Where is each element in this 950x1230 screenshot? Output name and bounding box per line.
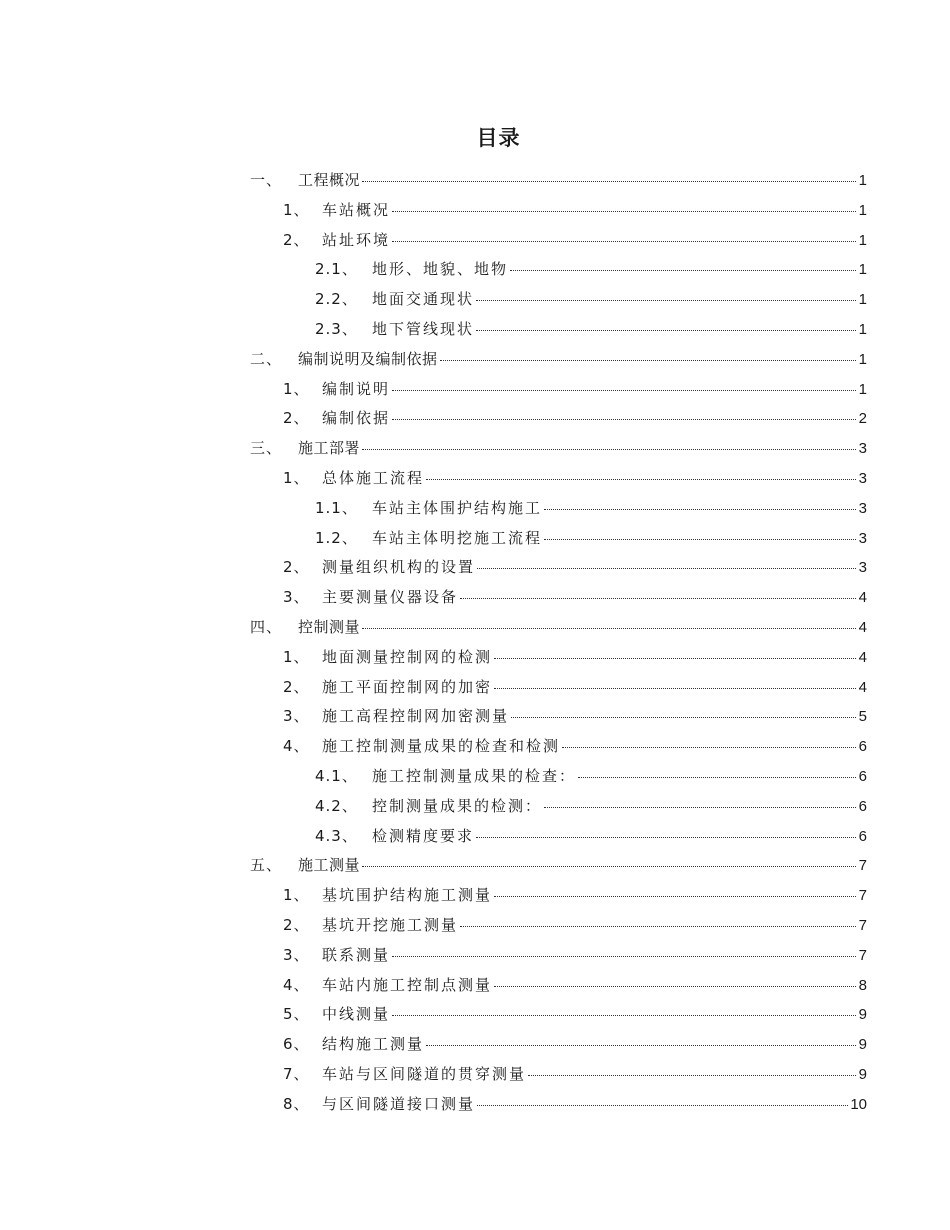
toc-entry-title: 施工部署	[298, 439, 361, 458]
toc-entry-number: 1.1、	[315, 498, 358, 517]
toc-entry-number: 1、	[283, 468, 310, 487]
toc-entry-title: 施工高程控制网加密测量	[322, 707, 510, 726]
toc-entry-title: 主要测量仪器设备	[322, 588, 459, 607]
toc-entry-title: 结构施工测量	[322, 1035, 425, 1054]
toc-entry[interactable]	[250, 285, 867, 315]
toc-entry-number: 4.3、	[315, 826, 358, 845]
toc-entry-title: 联系测量	[322, 945, 391, 964]
toc-entry[interactable]	[250, 613, 867, 643]
toc-page-number: 10	[850, 1095, 867, 1113]
toc-page-number: 2	[858, 410, 867, 428]
toc-page-number: 4	[858, 648, 867, 666]
toc-entry-title: 地面测量控制网的检测	[322, 647, 493, 666]
toc-entry[interactable]	[250, 553, 867, 583]
toc-entry-title: 测量组织机构的设置	[322, 558, 476, 577]
toc-leader-dots	[494, 896, 856, 897]
toc-entry-number: 2.2、	[315, 290, 358, 309]
toc-page-number: 3	[858, 529, 867, 547]
toc-page-number: 1	[858, 201, 867, 219]
toc-title: 目录	[476, 126, 521, 150]
toc-page-number: 7	[858, 887, 867, 905]
toc-entry[interactable]	[250, 524, 867, 554]
toc-page-number: 7	[858, 916, 867, 934]
toc-entry[interactable]	[250, 911, 867, 941]
toc-entry-number: 3、	[283, 945, 310, 964]
toc-entry[interactable]	[250, 464, 867, 494]
toc-entry[interactable]	[250, 941, 867, 971]
toc-entry-title: 车站主体围护结构施工	[372, 498, 543, 517]
toc-page-number: 3	[858, 469, 867, 487]
toc-entry-number: 5、	[283, 1005, 310, 1024]
toc-entry-title: 编制依据	[322, 409, 391, 428]
toc-entry-title: 车站与区间隧道的贯穿测量	[322, 1064, 527, 1083]
toc-leader-dots	[426, 479, 856, 480]
toc-leader-dots	[392, 1015, 856, 1016]
toc-entry-number: 6、	[283, 1035, 310, 1054]
toc-entry[interactable]	[250, 1060, 867, 1090]
toc-leader-dots	[511, 717, 856, 718]
toc-entry-number: 1、	[283, 379, 310, 398]
toc-leader-dots	[494, 986, 856, 987]
toc-page-number: 6	[858, 738, 867, 756]
toc-entry-number: 2、	[283, 230, 310, 249]
toc-entry[interactable]	[250, 732, 867, 762]
toc-entry-number: 2.1、	[315, 260, 358, 279]
toc-leader-dots	[392, 419, 856, 420]
toc-entry[interactable]	[250, 226, 867, 256]
toc-leader-dots	[476, 300, 856, 301]
toc-entry-title: 编制说明	[322, 379, 391, 398]
toc-page-number: 1	[858, 380, 867, 398]
toc-entry[interactable]	[250, 851, 867, 881]
toc-leader-dots	[544, 807, 856, 808]
toc-entry-number: 3、	[283, 588, 310, 607]
toc-page-number: 7	[858, 946, 867, 964]
toc-entry-number: 2、	[283, 558, 310, 577]
toc-entry-title: 站址环境	[322, 230, 391, 249]
toc-page-number: 3	[858, 499, 867, 517]
toc-leader-dots	[392, 956, 856, 957]
toc-entry-number: 一、	[250, 171, 283, 189]
toc-entry-title: 施工测量	[298, 856, 361, 875]
toc-entry-number: 三、	[250, 439, 283, 458]
toc-page-number: 9	[858, 1006, 867, 1024]
toc-leader-dots	[477, 1105, 848, 1106]
toc-entry-number: 2.3、	[315, 319, 358, 338]
toc-page-number: 6	[858, 797, 867, 815]
toc-leader-dots	[460, 598, 856, 599]
toc-leader-dots	[440, 360, 856, 361]
toc-leader-dots	[528, 1075, 856, 1076]
toc-page-number: 3	[858, 559, 867, 577]
toc-entry-number: 7、	[283, 1064, 310, 1083]
toc-leader-dots	[494, 688, 856, 689]
toc-entry-title: 基坑开挖施工测量	[322, 915, 459, 934]
toc-page-number: 4	[858, 589, 867, 607]
toc-leader-dots	[562, 747, 856, 748]
toc-page-number: 6	[858, 767, 867, 785]
toc-entry[interactable]	[250, 1090, 867, 1120]
toc-entry-number: 1.2、	[315, 528, 358, 547]
toc-entry-title: 检测精度要求	[372, 826, 475, 845]
toc-entry-title: 工程概况	[298, 171, 361, 189]
toc-entry[interactable]	[250, 404, 867, 434]
toc-entry-title: 地形、地貌、地物	[372, 260, 509, 279]
toc-leader-dots	[362, 628, 856, 629]
toc-entry[interactable]	[250, 822, 867, 852]
toc-list	[250, 166, 867, 1120]
toc-page-number: 1	[858, 291, 867, 309]
toc-leader-dots	[476, 330, 856, 331]
toc-leader-dots	[460, 926, 856, 927]
toc-entry-title: 控制测量成果的检测：	[372, 796, 543, 815]
toc-leader-dots	[578, 777, 856, 778]
toc-entry[interactable]	[250, 166, 867, 196]
toc-leader-dots	[362, 449, 856, 450]
toc-page-number: 1	[858, 172, 867, 189]
toc-entry-title: 施工控制测量成果的检查：	[372, 766, 577, 785]
toc-entry-title: 地面交通现状	[372, 290, 475, 309]
toc-page-number: 9	[858, 1036, 867, 1054]
toc-entry-title: 车站主体明挖施工流程	[372, 528, 543, 547]
toc-entry-number: 4、	[283, 975, 310, 994]
toc-leader-dots	[510, 270, 856, 271]
toc-entry-title: 中线测量	[322, 1005, 391, 1024]
toc-leader-dots	[476, 837, 856, 838]
toc-entry-number: 8、	[283, 1094, 310, 1113]
toc-entry[interactable]	[250, 315, 867, 345]
toc-entry[interactable]	[250, 1000, 867, 1030]
toc-entry-title: 编制说明及编制依据	[298, 349, 438, 368]
toc-entry-title: 车站内施工控制点测量	[322, 975, 493, 994]
toc-entry-title: 控制测量	[298, 617, 361, 636]
toc-entry[interactable]	[250, 196, 867, 226]
toc-entry-number: 4.2、	[315, 796, 358, 815]
toc-entry-number: 2、	[283, 409, 310, 428]
toc-entry[interactable]	[250, 643, 867, 673]
toc-entry-number: 3、	[283, 707, 310, 726]
toc-entry-number: 4.1、	[315, 766, 358, 785]
toc-entry[interactable]	[250, 702, 867, 732]
toc-entry[interactable]	[250, 583, 867, 613]
toc-page-number: 8	[858, 976, 867, 994]
toc-entry[interactable]	[250, 434, 867, 464]
toc-entry[interactable]	[250, 971, 867, 1001]
toc-entry[interactable]	[250, 375, 867, 405]
toc-entry-number: 1、	[283, 647, 310, 666]
toc-entry-number: 1、	[283, 886, 310, 905]
toc-entry-title: 与区间隧道接口测量	[322, 1094, 476, 1113]
toc-entry[interactable]	[250, 1030, 867, 1060]
toc-entry[interactable]	[250, 673, 867, 703]
toc-entry[interactable]	[250, 792, 867, 822]
toc-leader-dots	[477, 568, 856, 569]
toc-page-number: 6	[858, 827, 867, 845]
toc-leader-dots	[426, 1045, 856, 1046]
toc-page-number: 5	[858, 708, 867, 726]
toc-entry[interactable]	[250, 762, 867, 792]
toc-entry-title: 基坑围护结构施工测量	[322, 886, 493, 905]
toc-leader-dots	[494, 658, 856, 659]
toc-entry-title: 车站概况	[322, 200, 391, 219]
toc-leader-dots	[392, 211, 856, 212]
toc-leader-dots	[544, 539, 856, 540]
toc-entry[interactable]	[250, 345, 867, 375]
toc-entry[interactable]	[250, 494, 867, 524]
toc-leader-dots	[392, 241, 856, 242]
toc-leader-dots	[392, 390, 856, 391]
toc-page-number: 1	[858, 320, 867, 338]
toc-entry-title: 施工控制测量成果的检查和检测	[322, 737, 561, 756]
toc-entry-number: 1、	[283, 200, 310, 219]
toc-page-number: 1	[858, 350, 867, 368]
toc-entry-title: 总体施工流程	[322, 468, 425, 487]
toc-entry-number: 2、	[283, 915, 310, 934]
toc-page-number: 1	[858, 231, 867, 249]
toc-leader-dots	[362, 181, 856, 182]
toc-page-number: 4	[858, 618, 867, 636]
toc-entry-number: 四、	[250, 617, 283, 636]
toc-entry-number: 4、	[283, 737, 310, 756]
toc-leader-dots	[362, 866, 856, 867]
toc-page-number: 9	[858, 1065, 867, 1083]
toc-page-number: 1	[858, 261, 867, 279]
toc-entry-number: 五、	[250, 856, 283, 875]
toc-entry-title: 施工平面控制网的加密	[322, 677, 493, 696]
toc-entry-title: 地下管线现状	[372, 319, 475, 338]
toc-page-number: 7	[858, 857, 867, 875]
toc-leader-dots	[544, 509, 856, 510]
toc-page-number: 4	[858, 678, 867, 696]
toc-entry[interactable]	[250, 881, 867, 911]
toc-entry-number: 2、	[283, 677, 310, 696]
toc-entry-number: 二、	[250, 349, 283, 368]
toc-page-number: 3	[858, 440, 867, 458]
toc-entry[interactable]	[250, 255, 867, 285]
